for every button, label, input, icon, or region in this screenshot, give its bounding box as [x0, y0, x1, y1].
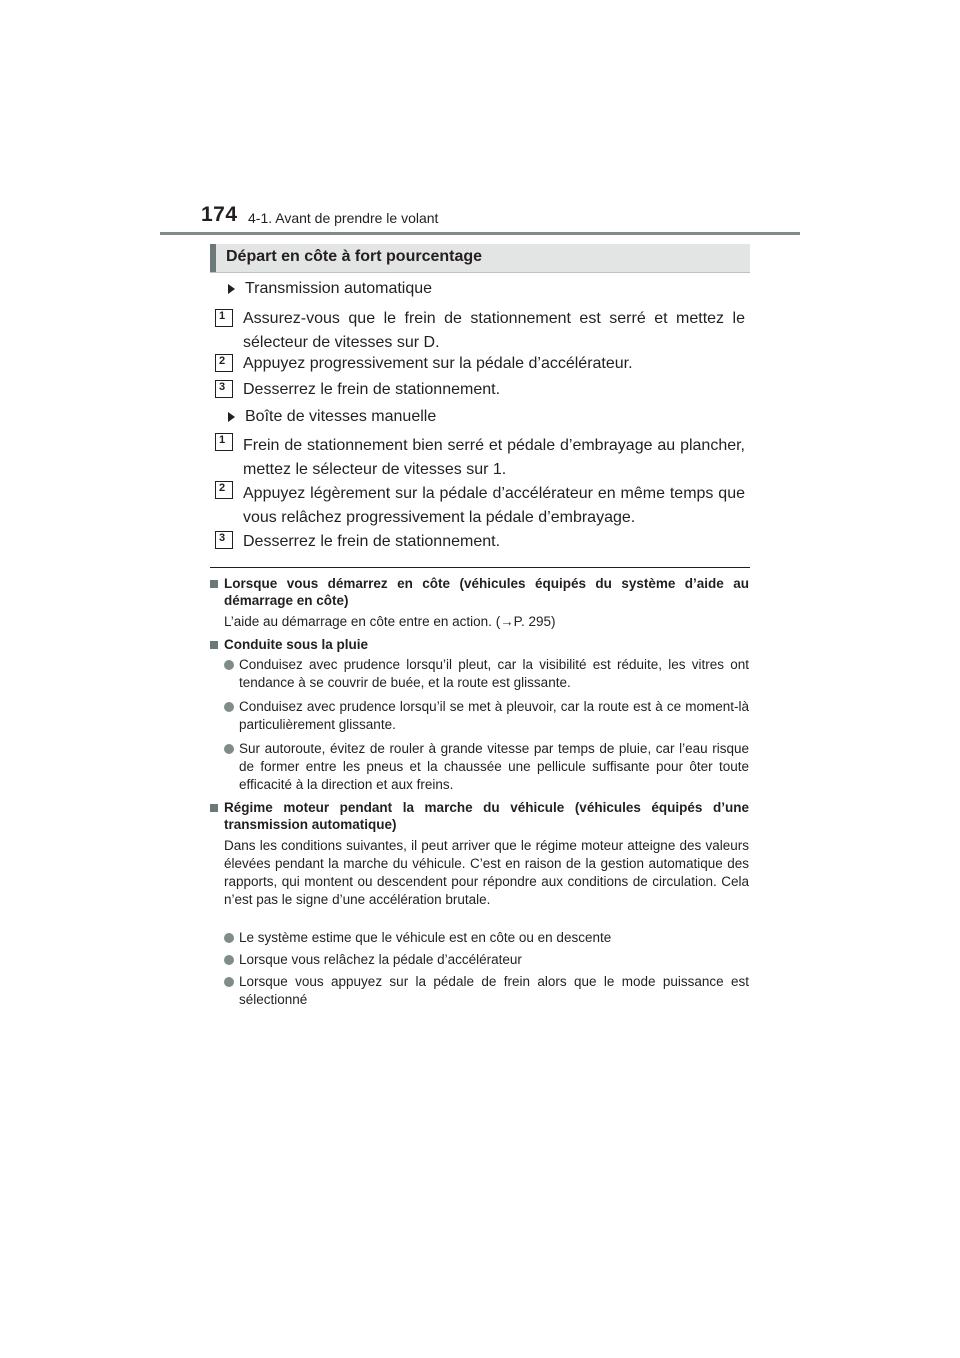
step-number-box: 3 — [215, 531, 233, 549]
header-rule — [160, 232, 800, 235]
bullet-dot-icon — [224, 660, 234, 670]
note-square-icon — [210, 804, 218, 812]
bullet-dot-icon — [224, 744, 234, 754]
step-number-box: 2 — [215, 481, 233, 499]
step-text: Appuyez progressivement sur la pédale d’accélérateur. — [243, 355, 633, 372]
note-title: Régime moteur pendant la marche du véhicule (véhicules équipés d’une transmission automatique) — [224, 800, 749, 832]
step-number-box: 1 — [215, 433, 233, 451]
heading-accent — [210, 244, 216, 272]
section-divider — [210, 567, 750, 568]
bullet-dot-icon — [224, 933, 234, 943]
heading-underline — [210, 272, 750, 273]
bullet-text: Conduisez avec prudence lorsqu’il pleut, car la visibilité est réduite, les vitres ont tendance à se couvrir de buée, et la route est glissante. — [239, 657, 749, 690]
bullet-text: Le système estime que le véhicule est en côte ou en descente — [239, 930, 612, 945]
subheading-automatic — [228, 280, 432, 298]
page-number: 174 — [201, 203, 238, 226]
subheading-label: Transmission automatique — [245, 280, 433, 297]
step-number-box: 2 — [215, 354, 233, 372]
note-square-icon — [210, 641, 218, 649]
bullet-dot-icon — [224, 955, 234, 965]
triangle-bullet-icon — [228, 412, 235, 422]
note-square-icon — [210, 580, 218, 588]
bullet-dot-icon — [224, 977, 234, 987]
step-number-box: 1 — [215, 309, 233, 327]
bullet-text: Lorsque vous relâchez la pédale d’accélérateur — [239, 952, 522, 967]
note-text: L’aide au démarrage en côte entre en action. (→P. 295) — [224, 614, 556, 629]
bullet-text: Lorsque vous appuyez sur la pédale de frein alors que le mode puissance est sélectionné — [239, 974, 749, 1007]
note-text: Dans les conditions suivantes, il peut arriver que le régime moteur atteigne des valeurs élevées pendant la marche du véhicule. C’est en raison de la gestion automatique des rapports, qui montent ou descendent pour répondre aux conditions de circulation. Cela n’est pas le signe d’une accélération brutale. — [224, 838, 749, 907]
step-text: Desserrez le frein de stationnement. — [243, 533, 501, 550]
section-title: 4-1. Avant de prendre le volant — [248, 210, 439, 226]
step-text: Frein de stationnement bien serré et pédale d’embrayage au plancher, mettez le sélecteur de vitesses sur 1. — [243, 437, 745, 478]
step-text: Appuyez légèrement sur la pédale d’accélérateur en même temps que vous relâchez progressivement la pédale d’embrayage. — [243, 485, 745, 526]
bullet-dot-icon — [224, 702, 234, 712]
heading-bar — [210, 244, 750, 272]
triangle-bullet-icon — [228, 284, 235, 294]
note-title: Lorsque vous démarrez en côte (véhicules équipés du système d’aide au démarrage en côte) — [224, 576, 749, 608]
bullet-text: Sur autoroute, évitez de rouler à grande vitesse par temps de pluie, car l’eau risque de former entre les pneus et la chaussée une pellicule suffisante pour ôter toute efficacité à la direction et aux freins. — [239, 741, 749, 792]
note-title: Conduite sous la pluie — [224, 637, 369, 652]
step-number-box: 3 — [215, 380, 233, 398]
step-text: Assurez-vous que le frein de stationnement est serré et mettez le sélecteur de vitesses sur D. — [243, 310, 745, 351]
subheading-manual — [228, 408, 436, 426]
step-text: Desserrez le frein de stationnement. — [243, 381, 501, 398]
bullet-text: Conduisez avec prudence lorsqu’il se met à pleuvoir, car la route est à ce moment-là particulièrement glissante. — [239, 699, 749, 732]
heading-title: Départ en côte à fort pourcentage — [226, 248, 483, 265]
subheading-label: Boîte de vitesses manuelle — [245, 408, 437, 425]
